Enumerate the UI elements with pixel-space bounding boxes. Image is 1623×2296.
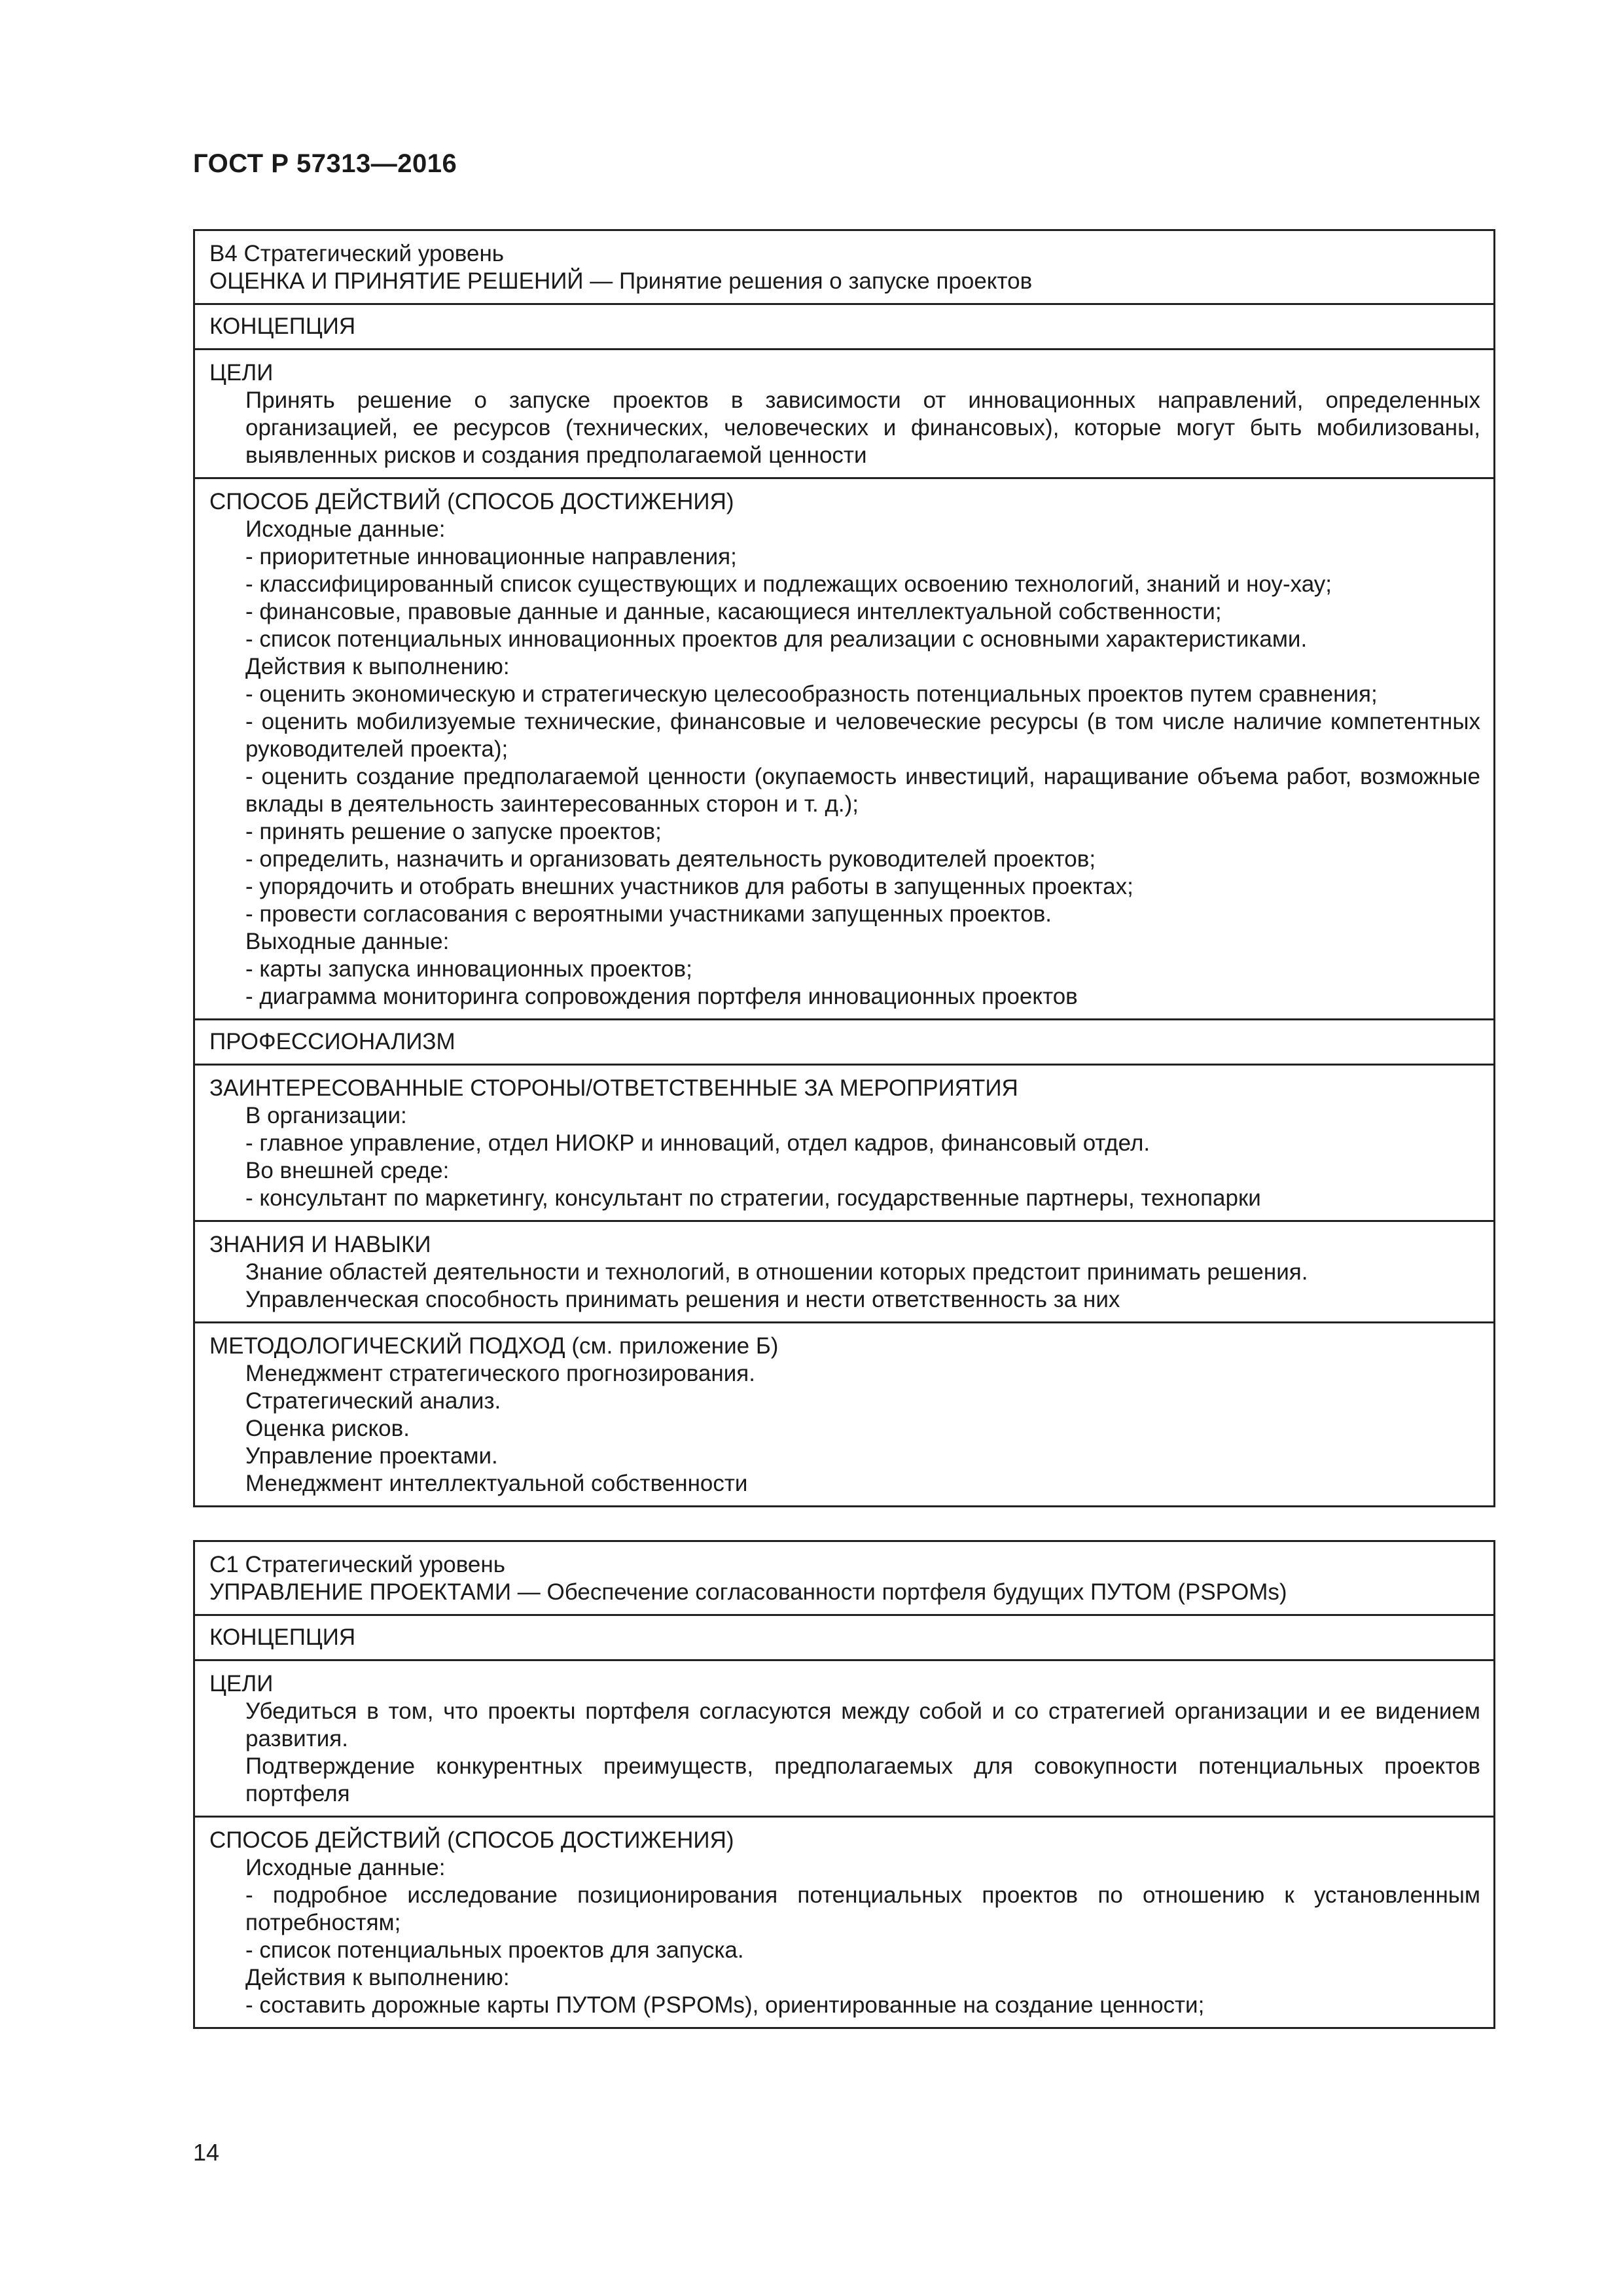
concept-heading: КОНЦЕПЦИЯ [209, 1624, 356, 1650]
approach-line: Управление проектами. [245, 1443, 498, 1469]
professionalism-heading: ПРОФЕССИОНАЛИЗМ [209, 1029, 455, 1054]
list-item: - карты запуска инновационных проектов; [245, 956, 692, 982]
document-header: ГОСТ Р 57313—2016 [193, 149, 457, 178]
list-item: - подробное исследование позиционирования потенциальных проектов по отношению к установленным потребностям; [245, 1882, 1480, 1935]
actions-label: Действия к выполнению: [245, 654, 510, 679]
card-level: С1 Стратегический уровень [209, 1552, 505, 1577]
list-item: - оценить экономическую и стратегическую целесообразность потенциальных проектов путем сравнения; [245, 681, 1378, 707]
approach-section [195, 1321, 1493, 1505]
external-label: Во внешней среде: [245, 1158, 450, 1183]
approach-line: Оценка рисков. [245, 1416, 410, 1441]
stakeholders-section [195, 1064, 1493, 1220]
goals-text: Убедиться в том, что проекты портфеля согласуются между собой и со стратегией организации и ее видением развития. [245, 1698, 1480, 1751]
list-item: - оценить мобилизуемые технические, финансовые и человеческие ресурсы (в том числе наличие компетентных руководителей проекта); [245, 709, 1480, 762]
goals-text: Принять решение о запуске проектов в зависимости от инновационных направлений, определенных организацией, ее ресурсов (технических, человеческих и финансовых), которые могут быть мобилизованы, выявленных рисков и создания предполагаемой ценности [245, 387, 1480, 468]
list-item: - приоритетные инновационные направления; [245, 544, 737, 569]
list-item: - список потенциальных инновационных проектов для реализации с основными характеристиками. [245, 626, 1308, 652]
list-item: - список потенциальных проектов для запуска. [245, 1937, 744, 1963]
method-heading: СПОСОБ ДЕЙСТВИЙ (СПОСОБ ДОСТИЖЕНИЯ) [209, 489, 734, 514]
list-item: - классифицированный список существующих и подлежащих освоению технологий, знаний и ноу-хау; [245, 571, 1332, 597]
list-item: - консультант по маркетингу, консультант по стратегии, государственные партнеры, технопарки [245, 1185, 1261, 1211]
list-item: - определить, назначить и организовать деятельность руководителей проектов; [245, 846, 1096, 872]
actions-label: Действия к выполнению: [245, 1965, 510, 1990]
goals-section [195, 348, 1493, 477]
skills-line: Управленческая способность принимать решения и нести ответственность за них [245, 1287, 1120, 1312]
goals-text: Подтверждение конкурентных преимуществ, предполагаемых для совокупности потенциальных проектов портфеля [245, 1753, 1480, 1806]
card-title-row [195, 231, 1493, 303]
card-b4 [193, 229, 1495, 1507]
method-section [195, 1816, 1493, 2027]
skills-line: Знание областей деятельности и технологий, в отношении которых предстоит принимать решения. [245, 1259, 1308, 1285]
approach-line: Менеджмент интеллектуальной собственности [245, 1471, 748, 1496]
internal-label: В организации: [245, 1103, 407, 1128]
approach-line: Стратегический анализ. [245, 1388, 501, 1414]
list-item: - оценить создание предполагаемой ценности (окупаемость инвестиций, наращивание объема работ, возможные вклады в деятельность заинтересованных сторон и т. д.); [245, 764, 1480, 817]
goals-heading: ЦЕЛИ [209, 1671, 274, 1696]
concept-section [195, 303, 1493, 348]
method-heading: СПОСОБ ДЕЙСТВИЙ (СПОСОБ ДОСТИЖЕНИЯ) [209, 1827, 734, 1853]
concept-heading: КОНЦЕПЦИЯ [209, 314, 356, 339]
goals-heading: ЦЕЛИ [209, 360, 274, 386]
approach-line: Менеджмент стратегического прогнозирования. [245, 1361, 755, 1386]
method-section [195, 477, 1493, 1018]
card-title: ОЦЕНКА И ПРИНЯТИЕ РЕШЕНИЙ — Принятие решения о запуске проектов [209, 268, 1033, 294]
concept-section [195, 1614, 1493, 1659]
approach-heading: МЕТОДОЛОГИЧЕСКИЙ ПОДХОД (см. приложение Б) [209, 1333, 779, 1359]
page-number: 14 [193, 2139, 220, 2166]
professionalism-section [195, 1018, 1493, 1064]
list-item: - составить дорожные карты ПУТОМ (PSPOMs), ориентированные на создание ценности; [245, 1992, 1205, 2018]
list-item: - диаграмма мониторинга сопровождения портфеля инновационных проектов [245, 984, 1078, 1009]
card-title: УПРАВЛЕНИЕ ПРОЕКТАМИ — Обеспечение согласованности портфеля будущих ПУТОМ (PSPOMs) [209, 1579, 1287, 1605]
card-c1 [193, 1540, 1495, 2029]
list-item: - провести согласования с вероятными участниками запущенных проектов. [245, 901, 1052, 927]
list-item: - принять решение о запуске проектов; [245, 819, 662, 844]
list-item: - финансовые, правовые данные и данные, касающиеся интеллектуальной собственности; [245, 599, 1222, 624]
outputs-label: Выходные данные: [245, 929, 450, 954]
goals-section [195, 1659, 1493, 1816]
card-level: В4 Стратегический уровень [209, 241, 505, 266]
skills-section [195, 1220, 1493, 1321]
list-item: - главное управление, отдел НИОКР и инноваций, отдел кадров, финансовый отдел. [245, 1130, 1150, 1156]
list-item: - упорядочить и отобрать внешних участников для работы в запущенных проектах; [245, 874, 1133, 899]
inputs-label: Исходные данные: [245, 516, 446, 542]
inputs-label: Исходные данные: [245, 1855, 446, 1880]
stakeholders-heading: ЗАИНТЕРЕСОВАННЫЕ СТОРОНЫ/ОТВЕТСТВЕННЫЕ ЗА МЕРОПРИЯТИЯ [209, 1075, 1018, 1101]
skills-heading: ЗНАНИЯ И НАВЫКИ [209, 1232, 431, 1257]
card-title-row [195, 1542, 1493, 1614]
